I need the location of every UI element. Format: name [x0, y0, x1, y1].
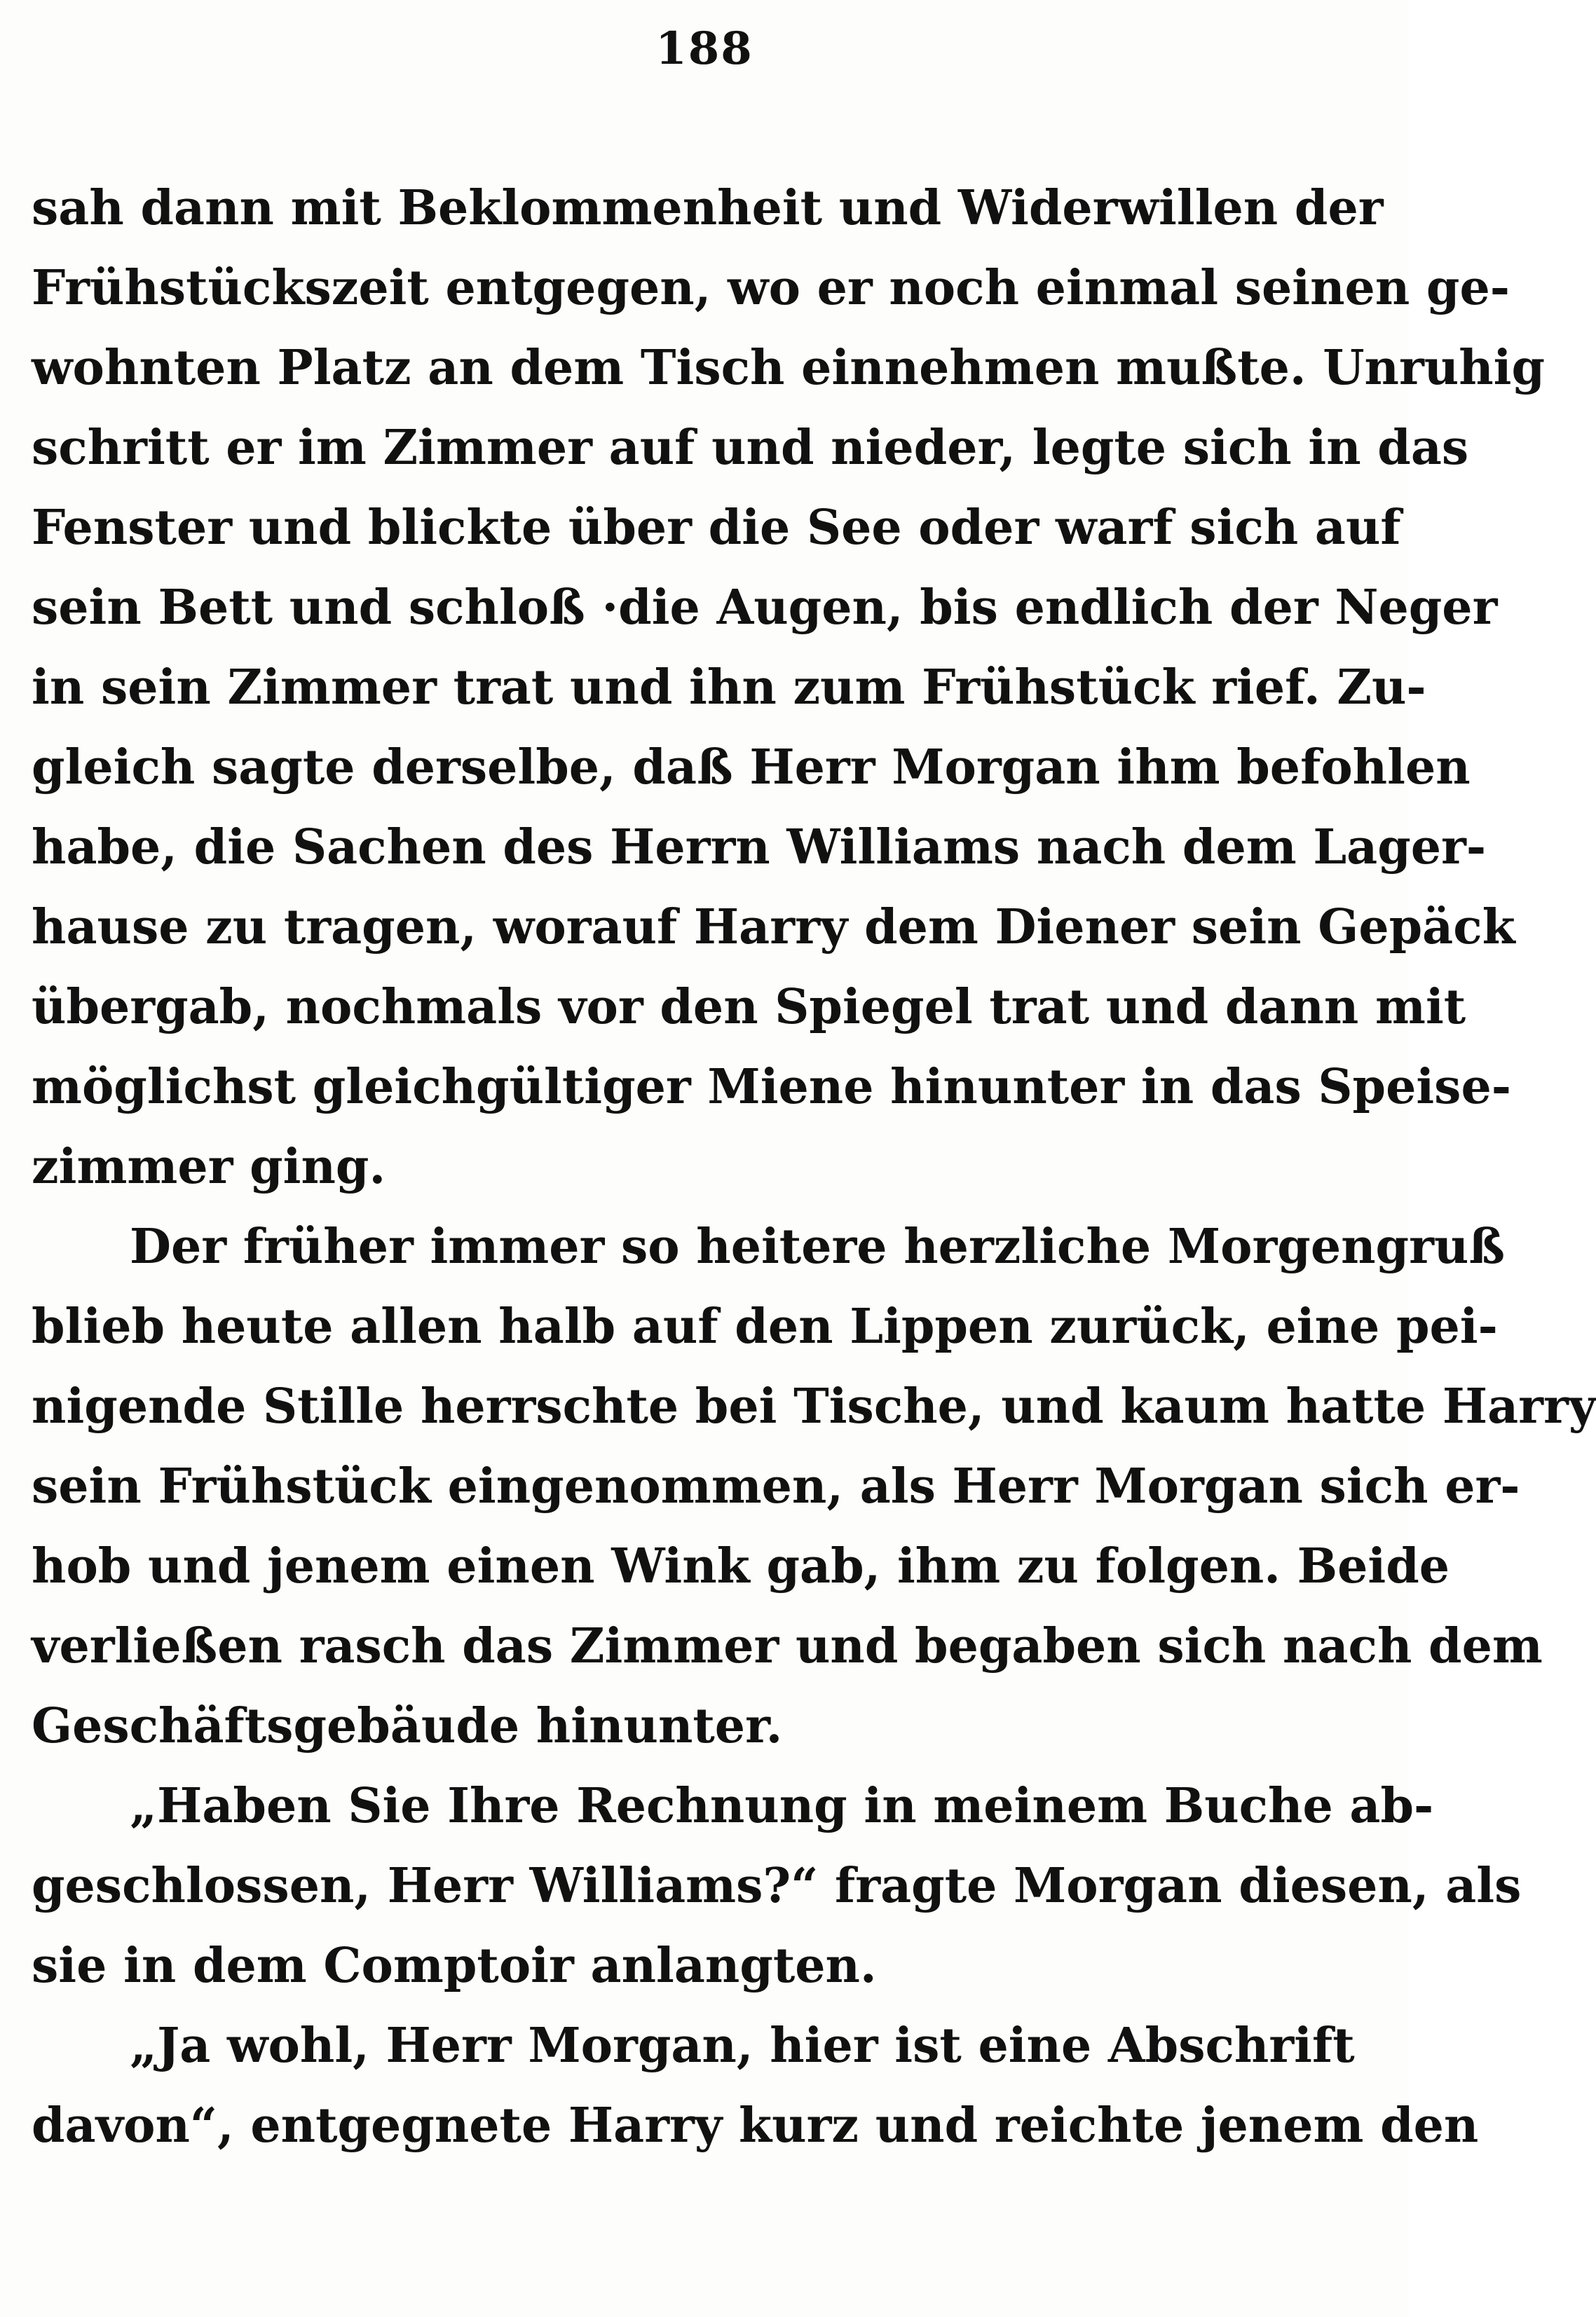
text-line: gleich sagte derselbe, daß Herr Morgan ihm befohlen: [32, 739, 1471, 795]
text-line: nigende Stille herrschte bei Tische, und kaum hatte Harry: [32, 1379, 1596, 1435]
text-line: geschlossen, Herr Williams?“ fragte Morgan diesen, als: [32, 1858, 1522, 1914]
text-line: sein Frühstück eingenommen, als Herr Morgan sich er-: [32, 1458, 1520, 1515]
text-line: „Ja wohl, Herr Morgan, hier ist eine Abschrift: [130, 2018, 1355, 2074]
text-line: verließen rasch das Zimmer und begaben sich nach dem: [32, 1618, 1543, 1674]
text-line: übergab, nochmals vor den Spiegel trat und dann mit: [32, 979, 1466, 1035]
text-line: hause zu tragen, worauf Harry dem Diener sein Gepäck: [32, 899, 1515, 955]
page-number: 188: [655, 22, 753, 75]
text-line: „Haben Sie Ihre Rechnung in meinem Buche ab-: [130, 1778, 1434, 1834]
text-line: habe, die Sachen des Herrn Williams nach dem Lager-: [32, 819, 1487, 875]
text-line: schritt er im Zimmer auf und nieder, legte sich in das: [32, 420, 1469, 476]
text-line: möglichst gleichgültiger Miene hinunter in das Speise-: [32, 1059, 1511, 1115]
text-line: wohnten Platz an dem Tisch einnehmen mußte. Unruhig: [32, 340, 1546, 396]
text-line: zimmer ging.: [32, 1139, 386, 1195]
text-line: hob und jenem einen Wink gab, ihm zu folgen. Beide: [32, 1538, 1450, 1594]
text-line: blieb heute allen halb auf den Lippen zurück, eine pei-: [32, 1299, 1498, 1355]
text-line: Geschäftsgebäude hinunter.: [32, 1698, 783, 1754]
text-line: Fenster und blickte über die See oder warf sich auf: [32, 500, 1401, 556]
body-text: [32, 168, 1596, 2166]
text-line: davon“, entgegnete Harry kurz und reichte jenem den: [32, 2098, 1479, 2154]
text-line: sie in dem Comptoir anlangten.: [32, 1938, 877, 1994]
text-line: sein Bett und schloß ·die Augen, bis endlich der Neger: [32, 580, 1498, 636]
text-line: sah dann mit Beklommenheit und Widerwillen der: [32, 180, 1384, 236]
text-line: Frühstückszeit entgegen, wo er noch einmal seinen ge-: [32, 260, 1510, 316]
text-line: in sein Zimmer trat und ihn zum Frühstück rief. Zu-: [32, 659, 1426, 716]
text-line: Der früher immer so heitere herzliche Morgengruß: [130, 1219, 1506, 1275]
